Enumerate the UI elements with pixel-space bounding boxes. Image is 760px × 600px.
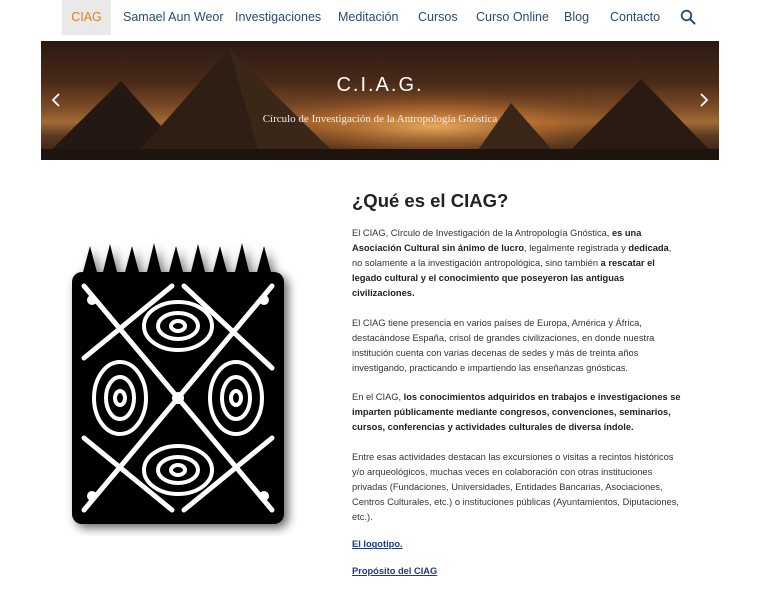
about-section [352, 190, 682, 593]
nav-item-samael-aun-weor[interactable]: Samael Aun Weor [123, 10, 224, 24]
section-heading: ¿Qué es el CIAG? [352, 190, 509, 211]
nav-item-meditacion[interactable]: Meditación [338, 10, 399, 24]
paragraph-presence: El CIAG tiene presencia en varios países de Europa, América y África, destacándose España, crisol de grandes civilizaciones, en donde nuestra institución cuenta con varias decenas de sedes y más de treinta años investigando, practicando e impartiendo las enseñanzas gnósticas. [352, 317, 655, 373]
nav-item-ciag[interactable]: CIAG [62, 0, 111, 35]
search-icon[interactable] [680, 9, 696, 25]
hero-title: C.I.A.G. [336, 74, 424, 96]
main-nav [0, 0, 760, 35]
logo-link[interactable]: El logotipo. [352, 539, 403, 550]
paragraph-activities: Entre esas actividades destacan las excursiones o visitas a recintos históricos y/o arqueológicos, muchas veces en colaboración con otras instituciones privadas (Fundaciones, Universidades, Entidades Bancarias, Asociaciones, Centros Culturales, etc.) o instituciones públicas (Ayuntamientos, Diputaciones, etc.). [352, 451, 679, 522]
nav-item-contacto[interactable]: Contacto [610, 10, 661, 24]
ciag-logo-image [62, 238, 300, 536]
chevron-left-icon[interactable] [49, 91, 63, 109]
nav-item-blog[interactable]: Blog [564, 10, 590, 24]
nav-item-curso-online[interactable]: Curso Online [476, 10, 549, 24]
paragraph-knowledge: En el CIAG, los conocimientos adquiridos en trabajos e investigaciones se imparten públicamente mediante congresos, convenciones, seminarios, cursos, conferencias y actividades culturales de diversa índole. [352, 392, 681, 433]
hero-slider [41, 41, 719, 160]
hero-subtitle: Círculo de Investigación de la Antropología Gnóstica [262, 113, 498, 125]
purpose-link[interactable]: Propósito del CIAG [352, 566, 438, 577]
pyramids-background [41, 41, 719, 160]
chevron-right-icon[interactable] [697, 91, 711, 109]
nav-item-cursos[interactable]: Cursos [418, 10, 458, 24]
paragraph-intro: El CIAG, Círculo de Investigación de la Antropología Gnóstica, es una Asociación Cultural sin ánimo de lucro, legalmente registrada y dedicada, no solamente a la investigación antropológica, sino también a rescatar el legado cultural y el conocimiento que poseyeron las antiguas civilizaciones. [352, 228, 672, 298]
nav-item-investigaciones[interactable]: Investigaciones [235, 10, 322, 24]
